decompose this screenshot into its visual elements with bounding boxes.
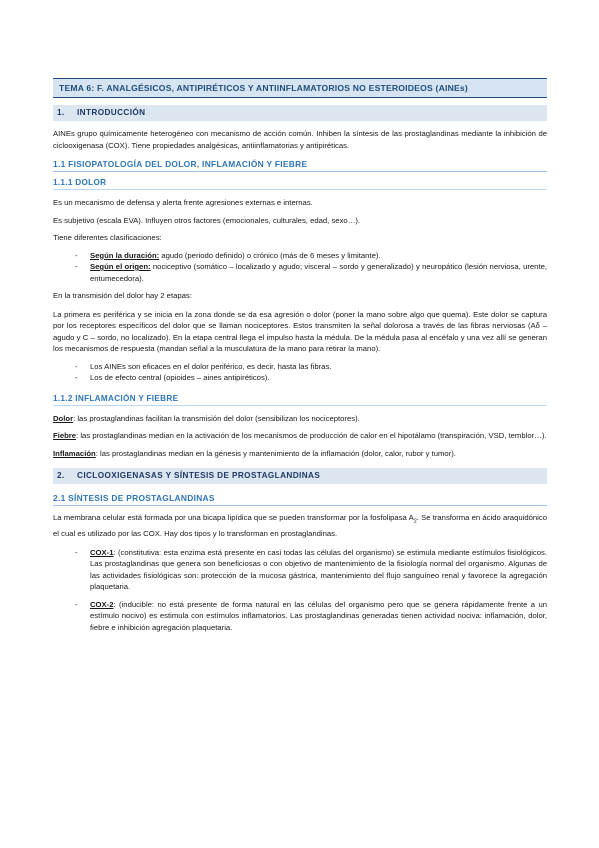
- dolor-classifications-intro: Tiene diferentes clasificaciones:: [53, 233, 162, 242]
- section-2-1-heading: 2.1 SÍNTESIS DE PROSTAGLANDINAS: [53, 493, 547, 506]
- list-item: [53, 250, 547, 262]
- dash-bullet: -: [75, 262, 78, 271]
- subscript-2: 2: [413, 518, 417, 525]
- list-item: [53, 372, 547, 384]
- dash-bullet: -: [75, 599, 78, 609]
- section-2-number: 2.: [57, 471, 65, 480]
- list-item: [53, 361, 547, 373]
- synthesis-text-b: . Se transforma en ácido araquidónico el cual es utilizado por las COX. Hay dos tipos y lo transforman en prostaglandinas.: [53, 513, 547, 539]
- synthesis-text-a: La membrana celular está formada por una bicapa lipídica que se pueden transformar por la fosfolipasa A: [53, 513, 414, 522]
- item-text: : las prostaglandinas median en la génesis y mantenimiento de la inflamación (dolor, calor, rubor y tumor).: [95, 448, 456, 458]
- list-item-label: COX-1: [90, 547, 114, 557]
- document-page: [53, 78, 547, 639]
- item-label: Fiebre: [53, 431, 77, 440]
- synthesis-paragraph: [53, 512, 547, 540]
- inflammation-item: [53, 448, 547, 460]
- section-1-title: INTRODUCCIÓN: [77, 108, 146, 117]
- list-item-text: Los de efecto central (opioides – aines antipiréticos).: [90, 373, 270, 382]
- list-item-label: Según el origen:: [90, 262, 151, 271]
- aines-list: [53, 361, 547, 384]
- section-2-heading: [53, 468, 547, 484]
- list-item: [53, 547, 547, 593]
- list-item: [53, 261, 547, 284]
- dolor-definition: Es un mecanismo de defensa y alerta frente agresiones externas e internas.: [53, 198, 313, 207]
- dash-bullet: -: [75, 373, 78, 382]
- dolor-subjective: Es subjetivo (escala EVA). Influyen otros factores (emocionales, culturales, edad, sexo…).: [53, 215, 361, 225]
- list-item-label: Según la duración:: [90, 250, 160, 260]
- section-1-heading: [53, 105, 547, 121]
- list-item: [53, 599, 547, 634]
- intro-paragraph: AINEs grupo químicamente heterogéneo con mecanismo de acción común. Inhiben la síntesis de las prostaglandinas mediante la inhibición de ciclooxigenasa (COX). Tiene propiedades analgésicas, antiinflamatorias y antipiréticas.: [53, 129, 547, 150]
- transmission-paragraph: La primera es periférica y se inicia en la zona donde se da esa agresión o dolor (poner la mano sobre algo que quema). Este dolor se captura por los receptores específicos del dolor que se llaman nociceptores. Estos transmiten la señal dolorosa a través de las fibras nerviosas (Aδ – agudo y C – sordo, no localizado). En la etapa central llega el impulso hasta la médula. De la médula pasa al encéfalo y una vez allí se generan los mecanismos de respuesta (mandan señal a la musculatura de la mano para retirar la mano).: [53, 309, 547, 353]
- list-item-text: nociceptivo (somático – localizado y agudo; visceral – sordo y generalizado) y neuropático (lesión nerviosa, urente, entumecedora).: [90, 262, 547, 283]
- document-title: TEMA 6: F. ANALGÉSICOS, ANTIPIRÉTICOS Y ANTIINFLAMATORIOS NO ESTEROIDEOS (AINEs): [53, 78, 547, 98]
- section-1-1-heading: 1.1 FISIOPATOLOGÍA DEL DOLOR, INFLAMACIÓN Y FIEBRE: [53, 159, 547, 172]
- dash-bullet: -: [75, 361, 78, 371]
- section-1-number: 1.: [57, 108, 65, 117]
- section-2-title: CICLOOXIGENASAS Y SÍNTESIS DE PROSTAGLANDINAS: [77, 471, 321, 480]
- dash-bullet: -: [75, 250, 78, 260]
- list-item-text: Los AINEs son eficaces en el dolor periférico, es decir, hasta las fibras.: [90, 361, 332, 371]
- item-label: Inflamación: [53, 448, 96, 458]
- inflammation-item: [53, 413, 547, 425]
- classification-list: [53, 250, 547, 285]
- list-item-text: agudo (periodo definido) o crónico (más de 6 meses y limitante).: [159, 250, 381, 260]
- section-1-1-2-heading: 1.1.2 INFLAMACIÓN Y FIEBRE: [53, 394, 547, 406]
- inflammation-item: [53, 430, 547, 442]
- transmission-intro: En la transmisión del dolor hay 2 etapas:: [53, 291, 192, 300]
- dash-bullet: -: [75, 547, 78, 557]
- list-item-label: COX-2: [90, 599, 114, 609]
- item-text: : las prostaglandinas facilitan la transmisión del dolor (sensibilizan los nociceptores).: [73, 413, 360, 423]
- list-item-text: : (constitutiva: esta enzima está presente en casi todas las células del organismo) se estimula mediante estímulos fisiológicos. Las prostaglandinas que genera son beneficiosas o con objetivo de mantenimiento de la fisiología normal del organismo. Algunas de las actividades fisiológicas son: protección de la mucosa gástrica, mantenimiento del flujo sanguíneo renal y favorece la agregación plaquetaria.: [90, 547, 547, 592]
- item-text: : las prostaglandinas median en la activación de los mecanismos de producción de calor en el hipotálamo (transpiración, VSD, temblor…).: [76, 431, 547, 440]
- section-1-1-1-heading: 1.1.1 DOLOR: [53, 178, 547, 190]
- item-label: Dolor: [53, 413, 74, 423]
- list-item-text: : (inducible: no está presente de forma natural en las células del organismo pero que se genera rápidamente frente a un estímulo nocivo) es estimula con estímulos inflamatorios. Las prostaglandinas generadas tienen actividad nociva: inflamación, dolor, fiebre e inhibición agregación plaquetaria.: [90, 599, 547, 632]
- cox-list: [53, 547, 547, 634]
